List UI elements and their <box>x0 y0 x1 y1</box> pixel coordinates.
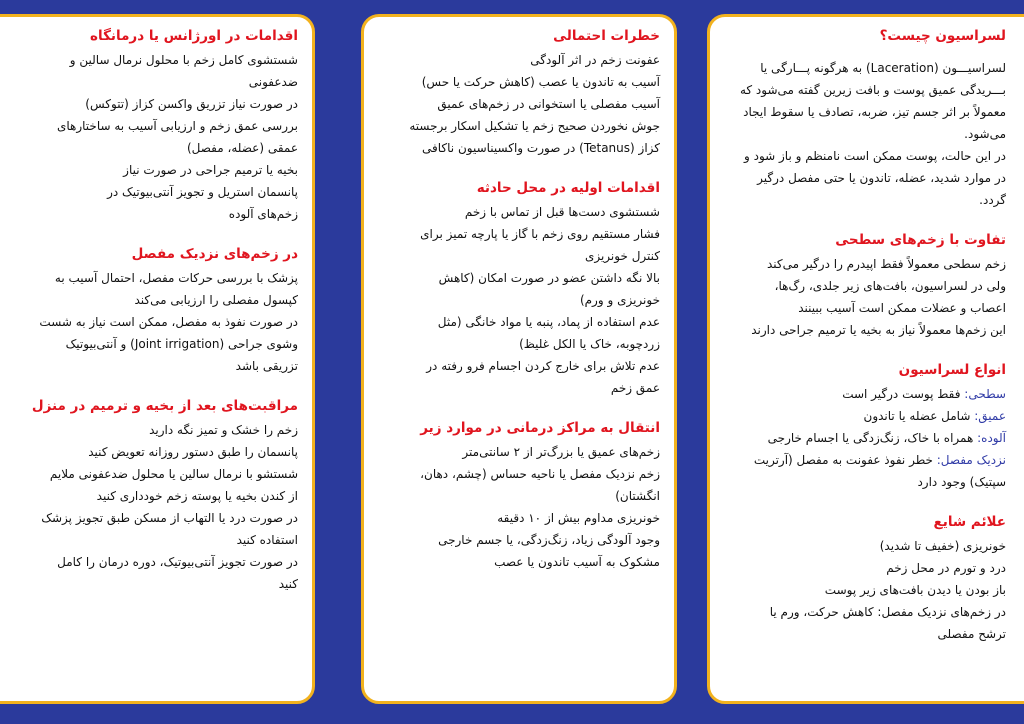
text-line: در صورت نیاز تزریق واکسن کزاز (تتوکس) <box>85 97 298 111</box>
text-line: شستشوی کامل زخم با محلول نرمال سالین و <box>69 53 298 67</box>
text-line: زخم‌های عمیق یا بزرگ‌تر از ۲ سانتی‌متر <box>462 445 660 459</box>
type-line <box>722 383 1006 405</box>
text-line: بـــریدگی عمیق پوست و بافت زیرین گفته می‌شود که <box>739 83 1006 97</box>
text-line: ولی در لسراسیون، بافت‌های زیر جلدی، رگ‌ها، <box>774 279 1006 293</box>
section-heading: علائم شایع <box>933 514 1006 530</box>
text-line: می‌شود. <box>964 127 1006 141</box>
section-emergency <box>3 25 298 225</box>
text-line: عمقی (عضله، مفصل) <box>187 141 298 155</box>
text-line: کنترل خونریزی <box>584 249 660 263</box>
text-line: آسیب به تاندون یا عصب (کاهش حرکت یا حس) <box>421 75 660 89</box>
section-heading: لسراسیون چیست؟ <box>879 28 1006 44</box>
section-risks <box>376 25 660 159</box>
text-line: بالا نگه داشتن عضو در صورت امکان (کاهش <box>438 271 660 285</box>
section-heading: در زخم‌های نزدیک مفصل <box>131 246 298 262</box>
text-line: این زخم‌ها معمولاً نیاز به بخیه یا ترمیم جراحی دارند <box>751 323 1006 337</box>
text-line: در موارد شدید، عضله، تاندون یا حتی مفصل درگیر <box>757 171 1006 185</box>
text-line: خونریزی و ورم) <box>579 293 660 307</box>
text-line: عفونت زخم در اثر آلودگی <box>530 53 660 67</box>
section-heading: انواع لسراسیون <box>898 362 1006 378</box>
text-line: مشکوک به آسیب تاندون یا عصب <box>494 555 660 569</box>
text-line: لسراسیـــون (Laceration) به هرگونه پـــارگی یا <box>760 61 1006 75</box>
text-line: معمولاً بر اثر جسم تیز، ضربه، تصادف یا سقوط ایجاد <box>743 105 1006 119</box>
type-line <box>722 427 1006 449</box>
section-heading: اقدامات اولیه در محل حادثه <box>476 180 660 196</box>
section-heading: مراقبت‌های بعد از بخیه و ترمیم در منزل <box>31 398 298 414</box>
text-line: در صورت درد یا التهاب از مسکن طبق تجویز پزشک <box>41 511 298 525</box>
section-first-aid <box>376 177 660 399</box>
text-line: اعصاب و عضلات ممکن است آسیب ببینند <box>798 301 1006 315</box>
bottom-band <box>0 704 1024 724</box>
section-difference <box>722 229 1006 341</box>
text-line: شستشو با نرمال سالین یا محلول ضدعفونی ملایم <box>49 467 298 481</box>
type-label: سطحی: <box>964 387 1006 401</box>
text-line: خونریزی (خفیف تا شدید) <box>879 539 1006 553</box>
section-near-joint <box>3 243 298 377</box>
text-line: باز بودن یا دیدن بافت‌های زیر پوست <box>824 583 1006 597</box>
section-referral <box>376 417 660 573</box>
text-line: بخیه یا ترمیم جراحی در صورت نیاز <box>123 163 298 177</box>
text-line: کنید <box>278 577 298 591</box>
text-line: بررسی عمق زخم و ارزیابی آسیب به ساختارهای <box>56 119 298 133</box>
panel-treatment-care <box>0 14 315 704</box>
section-home-care <box>3 395 298 595</box>
section-heading: خطرات احتمالی <box>553 28 660 44</box>
text-line: فشار مستقیم روی زخم با گاز یا پارچه تمیز برای <box>420 227 660 241</box>
text-line: از کندن بخیه یا پوسته زخم خودداری کنید <box>96 489 298 503</box>
text-line: پانسمان استریل و تجویز آنتی‌بیوتیک در <box>107 185 298 199</box>
type-label: آلوده: <box>977 431 1006 445</box>
section-heading: تفاوت با زخم‌های سطحی <box>835 232 1006 248</box>
text-line: وشوی جراحی (Joint irrigation) و آنتی‌بیوتیک <box>65 337 298 351</box>
text-line: پانسمان را طبق دستور روزانه تعویض کنید <box>88 445 298 459</box>
text-line: در این حالت، پوست ممکن است نامنظم و باز شود و <box>743 149 1006 163</box>
type-text: همراه با خاک، زنگ‌زدگی یا اجسام خارجی <box>767 431 978 445</box>
section-heading: انتقال به مراکز درمانی در موارد زیر <box>420 420 660 436</box>
text-line: پزشک با بررسی حرکات مفصل، احتمال آسیب به <box>54 271 298 285</box>
text-line: تزریقی باشد <box>235 359 298 373</box>
section-symptoms <box>722 511 1006 645</box>
text-line: وجود آلودگی زیاد، زنگ‌زدگی، یا جسم خارجی <box>438 533 660 547</box>
text-line: در صورت تجویز آنتی‌بیوتیک، دوره درمان را کامل <box>57 555 298 569</box>
text-line: زخم را خشک و تمیز نگه دارید <box>149 423 298 437</box>
text-line: جوش نخوردن صحیح زخم یا تشکیل اسکار برجسته <box>409 119 660 133</box>
text-line: کپسول مفصلی را ارزیابی می‌کند <box>134 293 298 307</box>
text-line: زردچوبه، خاک یا الکل غلیظ) <box>519 337 660 351</box>
type-text: شامل عضله یا تاندون <box>863 409 975 423</box>
text-line: در زخم‌های نزدیک مفصل: کاهش حرکت، ورم یا <box>769 605 1006 619</box>
text-line: زخم نزدیک مفصل یا ناحیه حساس (چشم، دهان، <box>420 467 660 481</box>
section-heading: اقدامات در اورژانس یا درمانگاه <box>90 28 298 44</box>
type-label: نزدیک مفصل: <box>936 453 1006 467</box>
text-line: انگشتان) <box>615 489 660 503</box>
text-line: عمق زخم <box>610 381 660 395</box>
text-line: کزاز (Tetanus) در صورت واکسیناسیون ناکافی <box>422 141 660 155</box>
text-line: گردد. <box>979 193 1006 207</box>
text-line: شستشوی دست‌ها قبل از تماس با زخم <box>464 205 660 219</box>
text-line: سپتیک) وجود دارد <box>917 475 1006 489</box>
type-label: عمیق: <box>974 409 1006 423</box>
section-definition <box>722 25 1006 211</box>
text-line: عدم تلاش برای خارج کردن اجسام فرو رفته در <box>426 359 660 373</box>
panel-what-is-laceration <box>707 14 1024 704</box>
type-text: خطر نفوذ عفونت به مفصل (آرتریت <box>753 453 937 467</box>
text-line: ترشح مفصلی <box>937 627 1006 641</box>
text-line: خونریزی مداوم بیش از ۱۰ دقیقه <box>497 511 660 525</box>
section-types <box>722 359 1006 493</box>
text-line: ضدعفونی <box>248 75 298 89</box>
text-line: زخم‌های آلوده <box>228 207 298 221</box>
text-line: در صورت نفوذ به مفصل، ممکن است نیاز به شست <box>39 315 298 329</box>
text-line: آسیب مفصلی یا استخوانی در زخم‌های عمیق <box>437 97 660 111</box>
type-line <box>722 405 1006 427</box>
panel-risks-first-aid <box>361 14 677 704</box>
text-line: درد و تورم در محل زخم <box>886 561 1006 575</box>
text-line: عدم استفاده از پماد، پنبه یا مواد خانگی (مثل <box>437 315 660 329</box>
text-line: استفاده کنید <box>236 533 298 547</box>
type-line <box>722 449 1006 471</box>
type-text: فقط پوست درگیر است <box>842 387 965 401</box>
text-line: زخم سطحی معمولاً فقط اپیدرم را درگیر می‌کند <box>766 257 1006 271</box>
